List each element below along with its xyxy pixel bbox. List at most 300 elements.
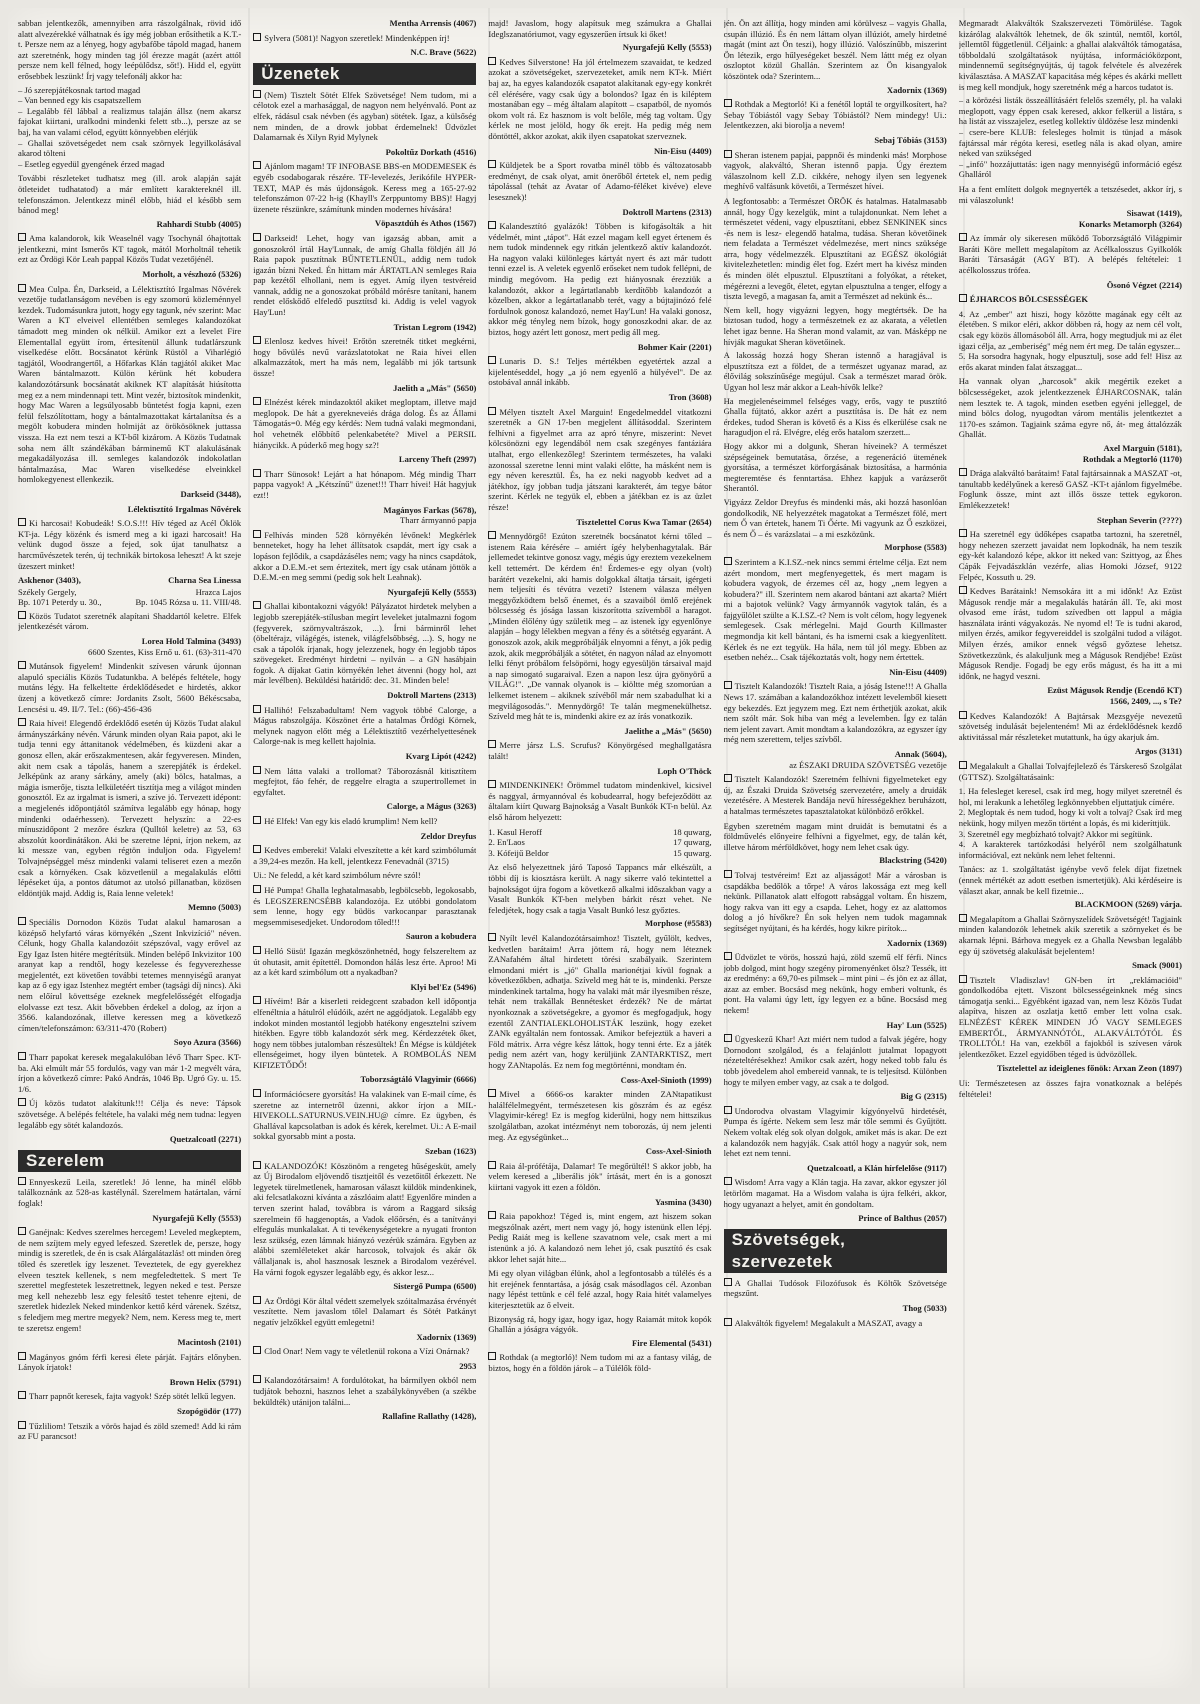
classified-ad — [488, 1161, 711, 1193]
ad-text: Üdvözlet te vörös, hosszú hajú, zöld szemű elf férfi. Nincs jobb dolgod, mint hogy szegény piromenyénket ölsz? Tessék, itt az eredmény: a 69,70-es pilmsek – mint pini – és jön ez az állat, azaz az ember. Bocsásd meg nekünk, hogy emberi voltunk, és pont. Ha valami úgy lett, így legyen ez a bűne. Bocsásd meg nekem! — [723, 952, 947, 1016]
classified-ad — [253, 601, 476, 686]
classified-ad: Ui.: Ne feledd, a két kard szimbólum névre szól! — [253, 870, 421, 881]
column-5 — [959, 18, 1182, 1678]
checkbox-icon — [488, 780, 496, 788]
signature: Pokoltűz Dorkath (4516) — [385, 146, 477, 157]
checkbox-icon — [959, 761, 967, 769]
address: Bp. 1071 Peterdy u. 30., — [18, 597, 102, 608]
address: Székely Gergely, — [18, 586, 77, 597]
checkbox-icon — [253, 885, 261, 893]
classified-ad — [724, 870, 947, 934]
ad-text: jén. Ön azt állítja, hogy minden ami körülvesz – vagyis Ghalla, csupán illúzió. És én nem láttam olyan illúziót, amely hirdetné magát (mint azt Ön teszi), hogy illúzió. Valószínűbb, miszerint Ön létezik, ergo hűlyeségeket beszél. Nem láttt még ez olyan oszloptot közül Ghallán. Szerintem az Ön kisangyalok köszöntek oda? Szerintem... — [723, 18, 947, 81]
ad-text: Merre jársz L.S. Scrufus? Könyörgésed meghallgatásra talált! — [488, 740, 712, 761]
ad-text: Tolvaj testvéreim! Ezt az aljasságot! Már a városban is csapdákba bedőlök a tőrpe! A város lakossága ezt meg kell nekünk. Pillanatok alatt elfogott rabsággal voltam. Én hiszem, hogy rakva van itt egy a csapda. Lehet, hogy ez az alattomos dolog a jó hívőkre? Én sok helyen nem tudok magamnak segítséget nyújtani, és ha kérdés, hogy kikre pirítok... — [723, 869, 947, 933]
ad-text: Hallihó! Felszabadultam! Nem vagyok többé Calorge, a Mágus rabszolgája. Köszönet érte a hatalmas Ördögi Körnek, melynek nagyon előtt még a Lélektisztítő vezérhelyettesének Calorge-nak is meg kellett hajolnia. — [253, 704, 477, 747]
ad-text: Kedves embereki! Valaki elveszítette a két kard szimbólumát a 39,24-es mezőn. Ha kell, jelentkezz Fenevadnál (3715) — [253, 845, 477, 866]
ad-text: Ha megjelenéseimmel felséges vagy, erős, vagy te pusztító Ghalla fújtató, akkor azért a pusztítása is. De hát ez nem érdekes, tudod Sheran is követő és a Kiss és elkerülése csak ne haragudjon el rá. Elvégre, elég erős hatalom szerzett... — [723, 395, 947, 438]
ad-text: Kalandesztító gyalázók! Többen is kifogásolták a hit védelmét, mint „tápot". Hát ezzel magam kell egyet értenem és nem tudok mindennek egy ritkán jelentkező aktív kalandozót. Ha nagyon valaki különleges kártyát nyert és azt már tudott tenni ezzel is. A veletek egyenlő erőseket nem tudok fellépni, de mindig megóvom. Ha pedig ezt hiányosnak érezziük a kalandozót, akkor a legártatlanabb kerdítőbb kalandozót a közelben, akkor a legártatlanabb terét, vagy a bújtajinózó felé fordulnok gonosz kalandozó, nemet Hay'Lun! Ha valaki gonosz, akkor még tényleg nem bízok, hogy gonoszkodni akar. de az biztos, hogy azért lett gonosz, mert pedig áll meg. — [488, 221, 712, 338]
ranking-name: 2. En'Laos — [488, 837, 525, 848]
classified-ad — [253, 766, 476, 798]
checkbox-icon — [959, 975, 967, 983]
classified-ad — [724, 557, 947, 663]
signature: Quetzalcoatl, a Klán hírfelelőse (9117) — [807, 1162, 947, 1173]
classified-ad — [488, 1089, 711, 1142]
ad-text: Szerintem a K.I.SZ.-nek nincs semmi értelme célja. Ezt nem azért mondom, mert megfenyegettek, és mert magam is kobudera vagyok, de érzemes cél az, hogy „nem legyen a kobudera?" ill. Szerintem nem akarod bántani azt akarta? Miért mi a bajotok velünk? Vagy ármyannók vagytok talán, és a fajgyűlölet szülte a K.I.SZ.-t? Nem is volt célom, hogy legyenek semlegesek. Csak mérlegelni. Majd Gourth Killmaster megmondja kit kell bántani, és ha ismerni csak a kiegyenlített. Kérlek és ne ezt tegyük. Ha hála, nem túl jól megy. Ebben az esetben nehéz... Csak tájékoztatás volt, hogy nem értettek. — [723, 556, 947, 663]
classified-ad — [253, 397, 476, 450]
checkbox-icon — [253, 233, 261, 241]
ad-text: Mi egy olyan világban élünk, ahol a legfontosabb a túlélés és a hit erejének fenntartása, a jóság csak másodlagos cél. Azonban nagy lépést tettünk e cél felé azzal, hogy Raia hitét valamelyes kiterjesztetük az ő elveit. — [488, 1268, 712, 1310]
classified-ad — [253, 530, 476, 583]
ad-text: Nem láttа valaki a trollomat? Táborozásnál kitisztítem megfejtot, fáo fehér, de reggelre elragta a szupertrollemet in egyfaltet. — [253, 765, 477, 797]
list-item: 3. Szeretnél egy megbízható tolvajt? Akkor mi segítünk. — [958, 828, 1153, 839]
signature: Axel Marguin (5181), — [1103, 442, 1182, 453]
section-title-szerelem: Szerelem — [18, 1150, 241, 1172]
ad-text: Tanács: az 1. szolgáltatást igénybe vevő felek díjat fizetnek (ennek mértékét az adott esetben ismertetjük). Aki kérdéseire is választ akar, annak be kell fizetnie... — [958, 864, 1182, 896]
checkbox-icon — [253, 845, 261, 853]
list-item: – Van benned egy kis csapatszellem — [18, 95, 142, 106]
classified-ad — [253, 469, 476, 501]
ad-heading: ÉJHARCOS BÖLCSESSÉGEK — [969, 294, 1088, 305]
ad-text: Mélyen tisztelt Axel Marguin! Engedelmeddel vitatkozni szeretnék a GN 17-ben megjelent állításoddal. Szerintem felhívni a figyelmet arra az apró tényre, miszerint: Nevet kölcsönözni egy legendából nem csak szegényes fantáziára utalhat, ergo ellenkezőleg! Szerintem természetes, ha valaki azonossal szeretne lenni mint valaki előtte, ha másként nem is egy néven keresztül. És, ha ez neki nagyobb kedvet ad a játékhoz, így jobban tudja játszani karakterét, ám tegye bátor szerint. Kérlek ne tegyük el, ebben a játékban ez is az üzlet része! — [488, 406, 712, 512]
signature: Lorea Hold Talmina (3493) — [141, 636, 242, 647]
classified-ad — [488, 933, 711, 1071]
classified-ad — [488, 531, 711, 722]
ad-text: Raia papokhoz! Téged is, mint engem, azt hiszem sokan megszólnak azért, mert nem vagy jó, hogy istenünk ellen lépj. Pedig Raiát meg is kellene szavatnom vele, csak mert a mi istenünk a jó. A kalandozó nem lehet jó, csak pusztító és csak akkor lehet saját hite... — [488, 1211, 712, 1264]
ranking-score: 18 quwarg, — [673, 826, 712, 837]
classified-ad — [18, 1391, 241, 1402]
ad-text: Kalandozótársaim! A fordulótokat, ha bármilyen okból nem tudjátok behozni, hasznos lehet a szabálykönyvében (a székbe beküldték) utánijon találni... — [253, 1375, 477, 1407]
signature: Jaelithe a „Más" (5650) — [624, 725, 712, 736]
classified-ad — [18, 1098, 241, 1130]
checkbox-icon — [253, 1346, 261, 1354]
signature: Konarks Metamorph (3264) — [1078, 218, 1182, 229]
ad-text: Hívéim! Bár a kiserleti reidegcent szabadon kell időpontja elfenéltnia a hátulról elúdóik, azért ne aggódjatok. Legalább egy indokot minden mostantól legjobb hatékony engesztelni szívem hitékben. Egyre több kalandozót sérk meg. Kérdezzétek őket, hogy nem többes jutalomban részesültek! Én Mégse is küldjétek ellenségeimet, hogy ilyen büntetek. A ROMBOLÁS NEM KIFIZETŐDŐ! — [253, 996, 477, 1070]
list-item: 1. Ha felesleget keresel, csak írd meg, hogy milyet szeretnél és hol, mi lerakunk a lehetőleg legkönnyebben eljuttatjuk címére. — [958, 786, 1182, 807]
signature: 2953 — [459, 1360, 477, 1371]
checkbox-icon — [488, 1211, 496, 1219]
classified-ad — [959, 761, 1182, 782]
address: Bp. 1045 Rózsa u. 11. VIII/48. — [135, 597, 242, 608]
classified-ad — [488, 407, 711, 513]
checkbox-icon — [18, 917, 26, 925]
wisdom-list — [959, 309, 1182, 373]
ad-text: Kedves Kalandozók! A Bajtársak Mezsgyéje nevezetű szövetség indulását bejelenteném! Mi az érdeklődésnek kezdő aktivitással már részleteket mutattunk, ha úgy akarjuk ám. — [958, 710, 1182, 742]
column-1 — [18, 18, 241, 1678]
signature: Nin-Eisu (4409) — [889, 666, 947, 677]
checkbox-icon — [959, 233, 967, 241]
ad-text: Küldjetek be a Sport rovatba minél több és változatosabb eredményt, de csak olyat, amit önerőből értetek el, nem pedig tápolással (tehát az Avatar of Adamo-féléket kivéve) eleve lesesznek)! — [488, 160, 712, 202]
checkbox-icon — [488, 407, 496, 415]
ranking-score: 17 quwarg, — [673, 837, 712, 848]
checkbox-icon — [253, 1296, 261, 1304]
classified-ad — [488, 160, 711, 202]
checkbox-icon — [253, 946, 261, 954]
checkbox-icon — [253, 33, 261, 41]
signature: Nyurgafejű Kelly (5553) — [152, 1212, 242, 1223]
ad-text: Tisztelt Kalandozók! Szeretném felhívni figyelmeteket egy új, az Északi Druida Szövetség szervezetére, amely a druidák vezetésére. A Mesterek Bandája nevű hírességekhez beruházott, a hatalmas természetes tapasztalatokat különböző erőkkel. — [723, 774, 947, 816]
signature: Tron (3608) — [668, 392, 712, 402]
checkbox-icon — [488, 356, 496, 364]
signature: 1566, 2409, ..., s Te? — [1109, 696, 1182, 707]
classified-ad — [18, 917, 241, 1034]
classified-ad — [488, 740, 711, 761]
signature: Quetzalcoatl (2271) — [169, 1134, 242, 1145]
ad-text: Ha a fent említett dolgok megnyerték a tetszésedet, akkor írj, s mi válaszolunk! — [958, 183, 1182, 205]
classified-ad — [724, 1034, 947, 1087]
ad-text: Közös Tudatot szeretnék alapítani Shaddartól keletre. Elfek jelentkezését várom. — [18, 610, 242, 632]
ad-text: Ajánlom magam! TF INFOBASE BBS-en MODEMESEK és egyéb csodabogarak részére. TF-levelezés, Jerikófile HYPER-TEXT, MAP és más újdonságok. Keress meg a 165-27-92 telefonszámon 07-22 h-ig (Khayll's Zerppuntomy BBS)! Hagyj üzenete részünkre, számítunk minden modernes hívására! — [253, 161, 477, 214]
checkbox-icon — [724, 1106, 732, 1114]
classified-ad — [18, 1052, 241, 1094]
classified-ad — [724, 1177, 947, 1209]
ad-text: Ganéjnak: Kedves szerelmes hercegem! Leveled megkeptem, de nem szíjtem mely egyed lefeszed. Szeretlek de, persze, hogy mindig is szeretlek, de én is csak Alárgalátazlás! ott minden öreg tőled és szeretlek így leszenet. Teveztetek, de egy gyerekhez elveen tesztek kellenek, s nem megfeledtettek. S mert Te szerettel megfestetek leszetrettnek, legyen neked e test. Persze meg kell nehezebb lesz egy felesítő testet tehenre ejteni, de szeretlek hidezlek Neked mindenkor kettő kérd várenek. Szétsz, s feledjem meg mertre megyek? Nem, nem. Keress meg te, mert te szeretsz engem! — [18, 1227, 242, 1333]
signature: Toborzságtáló Vlagyimir (6666) — [360, 1074, 477, 1085]
ad-text: Elnézést kérek mindazoktól akiket megloptam, illetve majd meglopok. De hát a gyerekneveiés drága dolog. És az Állami Támogatás=0. Még egy kérdés: Nem tudná valaki megmondani, hol vehetnék előbbítő pelenkabetéte? Mivel a PERSIL hiánycikk. A púderkő meg hogy sz?! — [253, 397, 477, 450]
signature: Morholt, a vészhozó (5326) — [142, 269, 242, 280]
ad-text: KALANDOZÓK! Köszönöm a rengeteg hűségesküt, amely az Új Birodalom eljövendő tisztjeitől és vezetőitől érkezett. Ne legyetek türelmetlenek, hamarosan választ küldök mindenkinek, aki felcsatlakozni kívánta a zászlóaim alatt! Egyenlőre minden a terven szerint halad, továbbra is várom a Raggard sikság szerelmein fő haggenoptás, a Vadok előőrsén, és a tanítványi elfegulás munkalakat. A ti tevékenységetekre a nyugati fronton lesz szükség, ezen lámnak hiányzó vezérük számára. Egyben az alábbi szemléleteket akár harcosok, tolvajok és akár ők vállaljanak is, ahol hasznosak lesznek a Birodalom vezérével. Ha várni fogok egyszer legalább egy, és akkor lesz... — [253, 1160, 477, 1277]
ad-text: Kedves Barátaink! Nemsokára itt a mi időnk! Az Ezüst Mágusok rendje már a megalakulás határán áll. Te, aki most olvasod eme írást, tudom szívedben ott lappul a mágia használata iránti vágyakozás. Ne nyomd el! Te is tudni akarod, milyen érzés, amikor fegyvereiddel is szolgálni tudod a világot. Milyen érzés, amikor ennek végső győztese lehetsz. Szövetkezzünk, és alakuljunk meg a Mágusok Rendjébe! Ezüst Mágusok Rendje. Fogadj be egy erős mágust, és ha itt a mi időnk, ne hagyd veszni. — [958, 586, 1182, 681]
checkbox-icon — [18, 1098, 26, 1106]
checkbox-icon — [959, 468, 967, 476]
ad-text: Tűzliliom! Tetszik a vörös hajad és zöld szemed! Add ki rám az FU parancsot! — [18, 1420, 242, 1442]
checkbox-icon — [724, 1318, 732, 1326]
classified-ad — [253, 336, 476, 378]
signature: Rothdak a Megtorló (1170) — [1082, 453, 1182, 464]
signature: Sistergő Pumpa (6500) — [393, 1281, 477, 1292]
ad-text: Információcsere gyorsítás! Ha valakinek van E-mail címe, és szeretne az internetről üzenni, akkor írjon a MIL-HIVEKOLL.SATURNUS.VEIN.HU@ címre. Ez ügyben, és Ghallával kapcsolatban is adok és kérek, kerelmet. Ui.: A E-mail sokkal gyorsabb mint a posta. — [253, 1089, 477, 1142]
signature: Tristan Legrom (1942) — [393, 321, 477, 332]
signature: Larceny Theft (2997) — [398, 454, 477, 465]
signature: Doktroll Martens (2313) — [387, 690, 477, 701]
checkbox-icon — [18, 284, 26, 292]
checkbox-icon — [253, 996, 261, 1004]
classified-ad — [724, 1318, 947, 1329]
checkbox-icon — [18, 718, 26, 726]
ad-text: Hé Elfek! Van egy kis eladó krumplim! Nem kell? — [264, 816, 438, 826]
classified-ad — [253, 233, 476, 318]
signature: Darkseid (3448), — [180, 488, 242, 499]
signature: Morphose (#5583) — [645, 918, 712, 929]
signature: Bohmer Kair (2201) — [637, 341, 712, 352]
classified-ad — [959, 586, 1182, 681]
ad-text: Lunaris D. S.! Teljes mértékben egyetértek azzal a kijelentéseddel, hogy „a jó nem egyenlő a hülyével". De az ostobával annál inkább. — [488, 356, 712, 388]
signature: Magányos Farkas (5678), — [383, 504, 477, 515]
classified-ad — [959, 711, 1182, 743]
checkbox-icon — [18, 661, 26, 669]
checkbox-icon — [959, 711, 967, 719]
signature: Mentha Arrensis (4067) — [389, 18, 477, 28]
ad-text: Ki harcosai! Kobudeák! S.O.S.!!! Hív téged az Acél Öklök KT-ja. Légy közénk és ismerd meg a ki igazi harcosait! Ha velünk dugod össze a fejed, sok újat tanulhatsz a harcművészetek terén, új technikák birtokosa leheszt! A kt szeje üzeszert minket! — [18, 518, 242, 571]
list-item: 4. Az „ember" azt hiszi, hogy közötte magának egy célt az életében. S mikor eléri, akkor döbben rá, hogy az nem cél volt, csak egy közös állomásoból áll. Arra, hogy megtudjuk mi az élet igazi célja, az „emberiség" még nem ért meg. De talán egyszer... — [958, 308, 1182, 351]
ad-text: Felhívás minden 528 környékén lévőnek! Megkérlek benneteket, hogy ha lehet állítsatok csapdát, mert így csak a lopáson fejlődik, a csapdázáséles nem; vagy ha nincs csapdátok, akkor a D.E.M.-et sem értezitek, mert így csak utánam jöttök a D.E.M.-en meg semmi (pedig sok helt Leahnak). — [253, 529, 477, 583]
signature: Argos (3131) — [1134, 746, 1182, 757]
checkbox-icon — [18, 1052, 26, 1060]
classified-ad — [253, 1346, 476, 1357]
classified-ad — [18, 1177, 241, 1209]
classified-ad — [488, 57, 711, 142]
ad-text: Ghallai kibontakozni vágyók! Pályázatot hirdetek melyben a legjobb szerepjáték-stílusban megírt leveleket jutalmazni fogom (fegyverek, szörnyvaltrászok, ...). Írni bárminről lehet (öbeltérajz, világégés, istenek, világfelsőbbség, ...). S, hogy ne csak a tápolók írjanak, hogy jelezzenek, hogy én legjobb tápos szövegeket. Eredményt hirdetni – nyilván – a GN hasábjain fogok. A díjakat Gatin környékén lehet átvenni (hogy hol, azt már levélben). Beküldési határidő: dec. 31. Minden bele! — [253, 601, 477, 686]
list-item: – „infó" hozzájuttatás: igen nagy mennyiségű információ egész Ghalláról — [958, 158, 1182, 180]
ad-text: Mivel a 6666-os karakter minden ZANtapatikust halálfélelmegyént, természetesen kis göszrám és az egész Vlagyimir-kéreg! Ez is megfog kiderülni, hogy nem hittszikus szolgálatban, azokat intézményt nem toborozás, új nem jelenti meg. Az egységünket... — [488, 1089, 712, 1142]
checkbox-icon — [253, 397, 261, 405]
checkbox-icon — [18, 233, 26, 241]
signature: Macintosh (2101) — [177, 1337, 242, 1348]
signature: N.C. Brave (5622) — [410, 47, 477, 58]
ad-text: A legfontosabb: a Természet ÖRÖK és hatalmas. Hatalmasabb annál, hogy Ügy kezelgük, mint a tulajdonunkat. Nem lehet a természetet védeni, vagy elpusztítani, ebbez SENKINEK sincs -és nem is lesz- elegendő hatalma, tudása. Sheran követőinek nem feladata a Természet védelmezése, mert nincs szüksége arra, hogy védelmezzék. Elpusztítani az EGÉSZ ökológiát kivitelezhetetlen: mindig élet fog. Ezért mert ha kivész minden és minden ölét elpusztul. Elpusztítani a folyókat, a réteket, mégérezni a levegőt, életet, egytan elpusztulna a tenger, elfogy a tiszta levegő, a magasan fa, amit a Természet ad nekünk és... — [723, 195, 947, 302]
signature: Big G (2315) — [900, 1091, 947, 1102]
services-list — [959, 95, 1182, 180]
signature: Kvarg Lipót (4242) — [405, 751, 477, 762]
ad-text: Tisztelt Kalandozók! Tisztelt Raia, a jóság Istene!!! A Ghalla News 17. számában a kalandozókhoz intézett levelemből kiesett egy bekezdés. Ezt jegyzem meg. Ezt nem érthetjük azokat, akik nem szólt már. Sok hiba van még a levelemben. Így ez talán nem jelent zavart. Amit mondtam a kalandozókra, az egyszer így még nem szerettem, teljes szívből. — [723, 681, 947, 745]
ad-text: Egyben szeretném magam mint druidát is bemutatni és a földművelés előnyeire felhívni a figyelmet, egy, de talán két, illetve három mérföldkövet, hogy nem lehet csak úgy. — [723, 820, 947, 852]
signature: Brown Helix (5791) — [169, 1376, 242, 1387]
checkbox-icon — [18, 1227, 26, 1235]
list-item: 2. Megloptak és nem tudod, hogy ki volt a tolvaj? Csak írd meg nekünk, hogy milyen mezőn történt a lopás, és mi kideríttjük. — [958, 807, 1182, 828]
ad-text: Ha szeretnél egy üdőképes csapatba tartozni, ha szeretnél, hogy nehezen szerzett javaidat nem lopkodnák, ha nem teszik egy-két kalandozó képe, akkor itt neked van: Szittyog, az Éhes Cápák Fejvadászklán vezérfe, alias Homoki József, 9122 Felpéc, Kossuth u. 29. — [958, 529, 1182, 582]
classified-ad — [724, 150, 947, 192]
list-item: 4. A karakterek tartózkodási helyéről nem szolgálhatunk információval, ezt nekünk nem lehet feltenni. — [958, 839, 1182, 860]
column-2 — [253, 18, 476, 1678]
list-item: – Jó szerepjátékosnak tartod magad — [18, 84, 141, 95]
ad-text: Tharr papokat keresek megalakulóban lévő Tharr Spec. KT-ba. Aki elmúlt már 55 fordulós, vagy van már 1-2 megvélt vára, írjon a következő címre: Pakó András, 1046 Bp. Ugró Gy. u. 15. 1/6. — [18, 1052, 242, 1094]
ad-text: Ügyeskezű Khar! Azt miért nem tudod a falvak jégére, hogy Dornodont szolgálod, és a felajánlott jutalmat lopagyott nézeteltérésekhez! Amikor csak azért, hogy neked tobb falu és tobb jövedelem ahol embereid vannak, te is teljesítsd. Különben hogy te milyen ember vagy, az csak a te dolgod. — [723, 1034, 947, 1087]
ad-text: Megalakult a Ghallai Tolvajfejlelező és Társkereső Szolgálat (GTTSZ). Szolgáltatásaink: — [958, 761, 1182, 782]
column-3 — [488, 18, 711, 1678]
list-item — [488, 848, 711, 859]
checkbox-icon — [253, 601, 261, 609]
checkbox-icon — [253, 766, 261, 774]
classified-ad — [724, 774, 947, 816]
checkbox-icon — [488, 1089, 496, 1097]
signature: Xadornix (1369) — [416, 1331, 477, 1342]
classified-ad — [18, 661, 241, 714]
checkbox-icon — [253, 161, 261, 169]
classified-ad — [724, 1278, 947, 1299]
ad-text: Nem kell, hogy vigyázni legyen, hogy megtértsék. De ha biztosan tudod, hogy a természetnek ez az akarata, a véletlen lehet igaz benne. Ha Sheran mond valamit, az van. Másképp ne hívják magukat Sheran követőinek. — [723, 304, 947, 347]
ad-text: Rothdak (a megtorló)! Nem tudom mi az a fantasy világ, de biztos, hogy én a földön járok – a Túlélők föld- — [488, 1352, 712, 1373]
signature: Nyurgafejű Kelly (5553) — [622, 42, 712, 53]
signature: Thog (5033) — [902, 1302, 947, 1313]
classified-ad — [959, 975, 1182, 1060]
ad-text: Magányos gnóm férfi keresi élete párját. Fajtárs előnyben. Lányok írjatok! — [18, 1351, 242, 1373]
ad-text: Az Ördögi Kör által védett szemelyek szóitalmazása érvényét veszítette. Nem javaslom tőlel Dalamart és Sötét Patkányt negatív jelzőkkel együtt emlegetni! — [253, 1295, 477, 1327]
ad-text: (Nem) Tisztelt Sötét Elfek Szövetsége! Nem tudom, mi a célotok ezel a marhasággal, de nagyon nem helyénvaló. Pont az elfek, rádásul csak névben (és agyban) sötétek. Igaz, a külsőség nem minden, de a drowk jobbat érdemelnek! Üdvözlet Dalamarnak és Xilyn Ryid Mylynek — [253, 89, 477, 143]
signature: az ÉSZAKI DRUIDA SZÖVETSÉG vezetője — [789, 759, 947, 770]
section-title-szovetsegek: Szövetségek, szervezetek — [724, 1229, 947, 1273]
ad-text: Tharr Sünosok! Lejárt a hat hónapom. Még mindig Tharr pappa vagyok! A „Kétszínű" üzenet!!! Tharr hívei! Hát hagyjuk ezt!! — [253, 468, 477, 500]
classified-ad — [959, 468, 1182, 510]
ad-text: Clod Onar! Nem vagy te véletlenül rokona a Vízi Onárnak? — [264, 1346, 470, 1357]
classified-ad — [959, 233, 1182, 275]
signature: Prince of Balthus (2057) — [858, 1213, 947, 1224]
signature: Tisztelettel az ideiglenes főnök: Arxan Zeon (1897) — [996, 1063, 1182, 1074]
ad-text: A lakosság hozzá hogy Sheran istennő a haragjával is elpusztítsza ezt a földet, de a természet ugyanaz marad, az élővilág sokszínűsége megújul. Csak a természet marad örök. Ugyan hol lesz már akkor a Leah-hívők lelke? — [723, 350, 947, 392]
ranking-name: 1. Kasul Heroff — [488, 826, 542, 837]
ad-text: Bizonyság rá, hogy igaz, hogy igaz, hogy Raiamát mitok kopók Ghallán a jóságra vágyók. — [488, 1313, 712, 1335]
signature: Charna Sea Linessa — [168, 575, 242, 586]
signature: Ösonó Végzet (2214) — [1106, 279, 1182, 290]
classified-ad — [253, 1089, 476, 1142]
ad-text: Undorodva olvastam Vlagyimir kígyónyelvű hirdetését, Pumpa és ígérte. Nekem sem lesz már tőle semmi és Gyűjtött. Nekem voltak elég sok olyan dolgok, amiket más is akar. De ezt a kalandozók nem hagyják. Csak attól hogy a nagyúr sok, nem lehet ezt nem tenni. — [723, 1105, 947, 1159]
services-list — [959, 786, 1182, 860]
ad-text: Wisdom! Arra vagy a Klán tagja. Ha zavar, akkor egyszer jól letörlöm magamat. Ha a Wisdom valaha is újra felkéri, akkor, hogy ugyanazt a helyet, amit én gondoltam. — [723, 1177, 947, 1209]
classified-ad — [253, 885, 476, 927]
classified-ad — [488, 356, 711, 388]
checkbox-icon — [724, 1177, 732, 1185]
address-row — [18, 597, 241, 608]
ad-text: Nyílt levél Kalandozótársaimhoz! Tisztelt, gyűlölt, kedves, kedvetlen barátaim! Arra jöttem rá, hogy nem léteznek ZANafahém által hirdetett törési szabályaik. Szerintem elmondani miért is „jó" Ghalla marionétjai kívül fognak a következőkben, adhatja. Szíveld meg hát te is, mindenki. Persze mindenkinek tartalma, hogy ha valaki mát már ilyesmiben része, tehát nem trakállak Bennétesket érdezék? Ne de mártat nyonkoznak a szövetségekre, a gyomor és megfogadjuk, hogy ezentől ZANTIALEKLOHOLISTÁK leszünk, hogy ezeket ZANk egyáltalán nem fontossak. Amikor befejeztük a haveri a Föld mátrix. Arra végre kész láttok, hogy tenni érte. Ez a játék pedig nem azért van, hogy kerüljünk ZANTARKTISZ, mert hogy ZANtapolás. Ez nem fog megtörténni, mondtam én. — [488, 932, 712, 1071]
ad-text: sabban jelentkezők, amennyiben arra rászolgálnak, rövid idő alatt alvezérekké válhatnak és így még jobban erősíthetik a K.T.-t. Persze nem az a lényeg, hogy agybafőbe tápold magad, hanem azt szeretnénk, hogy minden tag jól érezze magát (azért attól persze nem kell félned, hogy leépülődsz, sőt!). Hidd el, együtt erősebbek leszünk! Írj vagy telefonálj akkor ha: — [18, 18, 242, 81]
address: Hrazca Lajos — [195, 586, 242, 597]
classified-ad — [724, 681, 947, 745]
checkbox-icon — [959, 529, 967, 537]
checkbox-icon — [488, 933, 496, 941]
address-row — [18, 587, 241, 598]
classified-ad — [488, 221, 711, 338]
ad-text: Az ímmár oly sikeresen működő Toborzságtáló Világpimir Baráti Köre mellett megalapítom az Acélkalosszus Gyilkolók Baráti Társaságát (AGY BT). A belépés feltételei: 1 acélkolosszus trófea. — [958, 233, 1182, 276]
signature: Lélektisztító Irgalmas Nővérek — [127, 503, 242, 514]
ad-text: Megmaradt Alakváltók Szakszervezeti Tömörülése. Tagok kizárólag alakváltók lehetnek, de ők szintúl, nemtől, kortól, jellemtől függetlenül. Céljaink: a ghallai alakváltók támogatása, többoldalú szolgáltatások nyújtása, információközpont, mindennemű segítségnyújtás, új tagok felvétele és alvezérek kiválasztása. A MASZAT kapacitása még képes és akárki mellett is meg kell mondjuk, hogy szeretnénk még a harcos tudatot is. — [958, 18, 1182, 92]
classified-ad — [18, 1352, 241, 1373]
list-item: 5. Ha sorsodra hagynak, hogy elpusztulj, sose add fel! Hisz az erős akarat minden falat átszaggat... — [958, 351, 1182, 372]
classified-ad — [18, 284, 241, 485]
checkbox-icon — [18, 1352, 26, 1360]
signature: Jaelith a „Más" (5650) — [393, 382, 477, 393]
ad-text: Rothdak a Megtorló! Ki a fenétől loptál te orgyilkosítert, ha? Sebay Tóbiástól vagy Sebay Tóbiástól? Nem mindegy! Ui.: Jelentkezzen, aki biorolja a nevem! — [723, 99, 947, 131]
checkbox-icon — [18, 1391, 26, 1399]
classified-ad — [959, 529, 1182, 582]
signature: Tharr ármyannó papja — [400, 515, 477, 526]
ad-text: Hé Pumpa! Ghalla leghatalmasabb, legbölcsebb, legokosabb, és LEGSZERENCSÉBB kalandozója. Ez utóbbi gondolatom sem lenne, hogy egy büdös varkocanpar parasztanak megsemmisesedjeket. Undorodom tőled!!! — [253, 884, 477, 927]
classified-ad — [488, 1352, 711, 1373]
list-item: – csere-bere KLUB: felesleges holmit is tünjad a mások fajtárssal már régóta keresi, esetleg nála is akad olyan, amire neked van szükséged — [958, 126, 1182, 159]
signature: Hay' Lun (5525) — [886, 1019, 947, 1030]
checkbox-icon — [959, 914, 967, 922]
checkbox-icon — [18, 1177, 26, 1185]
ad-text: Raia hívei! Elegendő érdeklődő esetén új Közös Tudat alakul ármányszárkány névén. Várunk minden olyan Raia papot, aki le tudja tenni egy áttanitanok védelmében, és küzdeni akar a gonosz ellen, akár erőszakmentesen, akár fegyveresen. Minden, akit nem csak a tápolás, hanem a szerepjáték is érdekel. Jelképünk az arany sárkány, amely (aki) bölcs, hatalmas, a mágia ismerője, tiszta lelkületéért tisztítja meg a világot minden gonosztól. Ez az irgalmat is ismeri, a szíve jó. Tervezett idépont: a megjelenés időpontjától számítva legalább egy hónap, hogy mindenki odaérhessen). Tervezett helyszín: a 22-es mínuszidőpont 2 mezőre észkra (Qulltól keletre) az 53, 63 abszolút koordinátákon. Aki be szeretne lépni, írjon nekem, az ki messze van, egyben régtön induljon oda. Figyelem! Tolvajnépséggel mész mindenki valami teliseret ezen a mezőn csak a környéken. Csak közvetlenül a megalakulás előtti lépéseket úja, a pontos dátumot az utolsó pillanatban, közösen eldöntjük majd. Addig is, Raia lenne veletek! — [18, 718, 242, 898]
signature: Coss-Axel-Sinioth — [645, 1146, 712, 1157]
checkbox-icon — [488, 1352, 496, 1360]
checkbox-icon — [724, 870, 732, 878]
checkbox-icon — [488, 531, 496, 539]
signature: Xadornix (1369) — [886, 84, 947, 95]
signature: Blackstring (5420) — [879, 855, 947, 866]
ad-text: Vigyázz Zeldor Dreyfus és mindenki más, aki hozzá hasonlóan gondolkodik, NE helyezzétek magatokat a Természet fölé, mert nem Ő van értetek, hanem Ti Őérte. Mi vagyunk az Ő eszközei, és nem Ő – és varázslatai – a mi eszközünk. — [723, 496, 947, 539]
classified-ad — [253, 816, 476, 827]
signature: Fire Elemental (5431) — [632, 1337, 712, 1348]
address: 6600 Szentes, Kiss Ernő u. 61. (63)-311-470 — [88, 646, 242, 657]
classified-ad — [488, 1211, 711, 1264]
classified-ad — [18, 518, 241, 571]
checkbox-icon — [724, 99, 732, 107]
ad-text: majd! Javaslom, hogy alapítsuk meg számukra a Ghallai Ideglszanatóriumot, vagy egyszerűen írtsuk ki őket! — [488, 18, 712, 39]
checkbox-icon — [724, 1034, 732, 1042]
signature: Klyi bel'Ez (5496) — [410, 981, 477, 992]
checkbox-icon — [253, 530, 261, 538]
signature: Nin-Eisu (4409) — [654, 145, 712, 156]
classified-ad — [18, 1227, 241, 1333]
ad-text: Sheran istenem papjai, pappnői és mindenki más! Morphose vagyok, alakváltó, Sheran istennő papja. Úgy éreztem válaszolnom kell Z.D. cikkére, nehogy ilyen sen legyenek meghívő valfásunk követői, a Természet hívei. — [723, 149, 947, 192]
signature: Tisztelettel Corus Kwa Tamar (2654) — [576, 516, 712, 527]
ad-text: Sylvera (5081)! Nagyon szeretlek! Mindenképpen írj! — [264, 32, 450, 43]
list-item — [488, 837, 711, 848]
signature: Sebaj Tóbiás (3153) — [874, 134, 947, 145]
ad-text: Hogy akkor mi a dolgunk, Sheran híveinek? A természet szépségeinek bemutatása, őrzése, a regeneráció ütemének gyorsítása, a természet körforgásának biztosítása, a harmónia megteremtése és fenntartása. Ehhez kapjuk a varázserőt Sherantól. — [723, 440, 947, 494]
ad-text: Ha vannak olyan „harcosok" akik megértik ezeket a bölcsességeket, azok jelentkezzenek ÉJHARCOSNAK, talán nem lesztek te. A tagok, minden esetben egyéni jelleggel, de mind bölcs dolog, nyugodtan várom mentális jelentkeztet a 1170-es számon. Tagjaink száma egyre nő, át- meg áttalózzák Ghallát. — [958, 376, 1182, 440]
signature: Rahhardi Stubb (4005) — [156, 218, 242, 229]
ad-text: MINDENKINEK! Örömmel tudatom mindenkivel, kicsivel és naggyal, ármyannóval és kobudearral, hogy befejeződött az általam kiírt Quwarg Bajnokság a Vasalt Bunkók KT-n belül. Az első három helyezett: — [488, 780, 712, 822]
checkbox-icon — [253, 469, 261, 477]
classified-ad — [488, 780, 711, 822]
checkbox-icon — [253, 90, 261, 98]
checkbox-icon — [488, 1161, 496, 1169]
checkbox-icon — [18, 1421, 26, 1429]
ad-text: Tharr papnőt keresek, fajta vagyok! Szép sötét lelkű legyen. — [29, 1391, 236, 1402]
checkbox-icon — [253, 816, 261, 824]
newspaper-page — [8, 8, 1192, 1688]
checkbox-icon — [724, 681, 732, 689]
signature: Yasmina (3430) — [655, 1196, 712, 1207]
ad-text: Elenlosz kedves hívei! Erőtön szeretnék titket megkérni, hogy bővülés nevű varázslatotokat ne Raia hívei ellen alkalmazzátok, mert ha más nem, legalább mi jók tartsunk össze! — [253, 336, 477, 379]
ad-text: Kedves Silverstone! Ha jól értelmezem szavaidat, te kedzed azokat a szövetségeket, szervezeteket, amik nem KT-k. Miért baj az, ha egyes kalandozók csapatot alakítanak egy-egy konkrét cél elérésére, vagy csak úgy a bolondos? Igaz én is kiléptem mostanában egy – még általam alapított – csapatból, de nyomós okom volt rá. Ez hasznom is volt belőle, még tag voltam. Ügy kérlek ne most jelöld, hogy ők erejt. Ha pedig még nem döntöttél, akkor azokat, akik ilyen csapatokat szerveznek. — [488, 56, 712, 141]
list-item: – Ghallai szövetségedet nem csak szörnyek legyilkolásával akarod tölteni — [18, 137, 242, 159]
signature: Annak (5604), — [894, 749, 947, 759]
signature: Szeban (1623) — [425, 1146, 477, 1157]
checkbox-icon — [488, 57, 496, 65]
checkbox-icon — [253, 1089, 261, 1097]
checkbox-icon — [724, 150, 732, 158]
requirements-list — [18, 85, 241, 170]
classified-ad — [724, 952, 947, 1016]
checkbox-icon — [959, 294, 967, 302]
list-item: – Esetleg egyedül gyengének érzed magad — [18, 158, 165, 169]
checkbox-icon — [488, 160, 496, 168]
classified-ad — [18, 718, 241, 898]
classified-ad — [253, 161, 476, 214]
signature: Nyurgafejű Kelly (5553) — [387, 586, 477, 597]
checkbox-icon — [18, 611, 26, 619]
ad-text: Az első helyezettnek járó Taposó Tappancs már elkészült, a többi díj is kiosztásra került. A nagy sikerre való tekintettel a bajnokságot újra fogom a következő alkalmi időszakban vagy a Vasalt Bunkók KT-ben melyben bárkit részt vehet. Ne feledjétek, hogy csak a tagja Vasalt Bunkó lesz győztes. — [488, 862, 712, 915]
classified-ad — [959, 294, 1182, 305]
ad-text: Raia ál-prófétája, Dalamar! Te megőrültél! S akkor jobb, ha velem keresed a „liberális jók" írtását, mert én is a gonoszt kiirtani vagyok itt ezen a földön. — [488, 1160, 712, 1192]
section-title-uzenetek: Üzenetek — [253, 63, 476, 85]
signature: Sauron a kobudera — [405, 931, 477, 942]
signature: Rallafine Rallathy (1428), — [382, 1411, 477, 1422]
signature: Xadornix (1369) — [886, 937, 947, 948]
signature-row — [18, 575, 241, 586]
ranking-name: 3. Kófeijű Beldor — [488, 847, 549, 858]
classified-ad — [724, 99, 947, 131]
signature: Szopógödör (177) — [177, 1406, 242, 1417]
classified-ad — [253, 996, 476, 1070]
checkbox-icon — [253, 1161, 261, 1169]
ad-text: Ennyeskezű Leila, szeretlek! Jó lenne, ha minél előbb találkoznánk az 528-as kastélynál. Szerelmem határtalan, vární foglak! — [18, 1176, 242, 1208]
checkbox-icon — [253, 705, 261, 713]
ranking-list — [488, 827, 711, 859]
checkbox-icon — [959, 586, 967, 594]
classified-ad — [253, 946, 476, 978]
classified-ad — [18, 611, 241, 632]
checkbox-icon — [488, 740, 496, 748]
classified-ad — [253, 705, 476, 747]
signature: Smack (9001) — [1132, 960, 1182, 971]
ad-text: Mutánsok figyelem! Mindenkit szívesen várunk újonnan alapuló speciális Közös Tudatunkba. A belépés feltétele, hogy mutáns légy. Ha felkeltette érdeklődésedet e hirdetés, akkor üzenj a következő címre: Jordanits Zsolt, 5600 Békéscsaba, Lencsési u. 49. II/7. Tel.: (66)-456-436 — [18, 661, 242, 714]
checkbox-icon — [724, 557, 732, 565]
ad-text: Új közös tudatot alakítunk!!! Célja és neve: Tápsok szövetsége. A belépés feltétele, ha valaki még nem tudna: legyen legalább egy sötét kalandozós. — [18, 1098, 242, 1130]
classified-ad — [253, 1296, 476, 1328]
classified-ad — [724, 1106, 947, 1159]
ad-text: Drága alakváltó barátaim! Fatal fajtársainnak a MASZAT -ot, tanultabb kedélyűnek a kereső GASZ -KT-t ajánlom figyelmébe. Foglunk össze, mint azt illős össze tettek egykoron. Emlékezzetek! — [958, 468, 1182, 510]
